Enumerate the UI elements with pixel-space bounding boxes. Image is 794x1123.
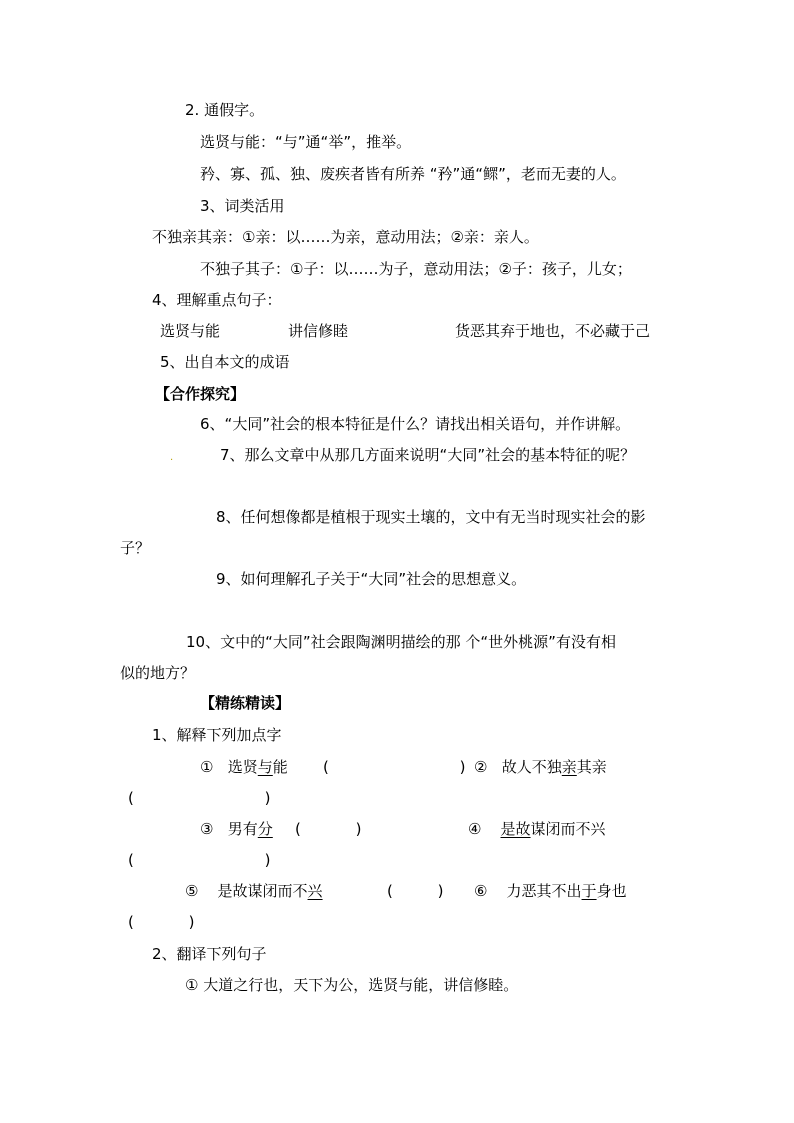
exercise-1-item-3: ③ 男有分 (200, 820, 273, 838)
question-6: 6、“大同”社会的根本特征是什么？请找出相关语句，并作讲解。 (200, 415, 631, 433)
section-2-line-1: 选贤与能：“与”通“举”，推举。 (200, 133, 412, 151)
exercise-1-title: 1、解释下列加点字 (152, 726, 282, 744)
section-5-title: 5、出自本文的成语 (160, 353, 290, 371)
section-3-line-1: 不独亲其亲：①亲：以……为亲，意动用法；②亲：亲人。 (152, 228, 539, 246)
exercise-1-item-5-blank[interactable]: ( ) (387, 882, 444, 900)
key-phrase-1: 选贤与能 (160, 322, 221, 340)
exercise-1-item-4: ④ 是故谋闭而不兴 (468, 820, 606, 838)
section-3-title: 3、词类活用 (200, 197, 285, 215)
question-8-line-1: 8、任何想像都是植根于现实土壤的，文中有无当时现实社会的影 (216, 508, 646, 526)
question-9: 9、如何理解孔子关于“大同”社会的思想意义。 (216, 570, 527, 588)
exercise-1-item-1-blank[interactable]: ( ) (323, 758, 466, 776)
question-10-line-1: 10、文中的“大同”社会跟陶渊明描绘的那 个“世外桃源”有没有相 (186, 633, 616, 651)
practice-heading: 【精练精读】 (200, 694, 291, 712)
marked-char: 兴 (307, 882, 323, 900)
exercise-1-item-1: ① 选贤与能 (200, 758, 288, 776)
exercise-2-title: 2、翻译下列句子 (152, 945, 267, 963)
marked-char: 分 (257, 820, 273, 838)
exercise-1-item-2: ② 故人不独亲其亲 (474, 758, 607, 776)
key-phrase-2: 讲信修睦 (288, 322, 349, 340)
exercise-1-item-6-blank[interactable]: ( ) (128, 913, 195, 931)
exercise-1-item-4-blank[interactable]: ( ) (128, 851, 271, 869)
marked-char: 是故 (500, 820, 531, 838)
question-8-line-2: 子？ (120, 539, 151, 557)
exercise-1-item-2-blank[interactable]: ( ) (128, 789, 271, 807)
marked-char: 亲 (561, 758, 577, 776)
stray-mark: . (170, 452, 174, 463)
exercise-1-item-3-blank[interactable]: ( ) (295, 820, 362, 838)
question-10-line-2: 似的地方？ (120, 664, 196, 682)
question-7: 7、那么文章中从那几方面来说明“大同”社会的基本特征的呢？ (220, 446, 636, 464)
section-4-title: 4、理解重点句子： (152, 291, 282, 309)
cooperative-heading: 【合作探究】 (155, 385, 246, 403)
exercise-1-item-6: ⑥ 力恶其不出于身也 (474, 882, 627, 900)
section-2-title: 2. 通假字。 (185, 101, 265, 119)
exercise-2-item-1: ① 大道之行也，天下为公，选贤与能，讲信修睦。 (185, 976, 519, 994)
marked-char: 于 (581, 882, 597, 900)
exercise-1-item-5: ⑤ 是故谋闭而不兴 (185, 882, 323, 900)
key-phrase-3: 货恶其弃于地也，不必藏于己 (455, 322, 651, 340)
marked-char: 与 (257, 758, 273, 776)
section-2-line-2: 矜、寡、孤、独、废疾者皆有所养 “矜”通“鳏”，老而无妻的人。 (200, 165, 626, 183)
section-3-line-2: 不独子其子：①子：以……为子，意动用法；②子：孩子，儿女； (200, 260, 632, 278)
